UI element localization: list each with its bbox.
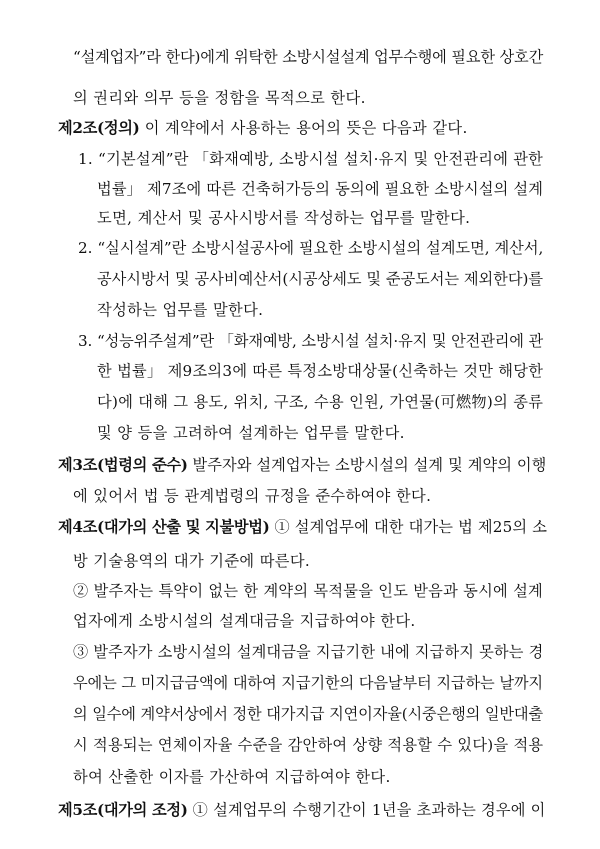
body-text-line bbox=[78, 331, 543, 351]
line-text: “설계업자”라 한다)에게 위탁한 소방시설설계 업무수행에 필요한 상호간 bbox=[73, 48, 544, 66]
line-text: 발주자와 설계업자는 소방시설의 설계 및 계약의 이행 bbox=[187, 456, 547, 474]
line-text: 도면, 계산서 및 공사시방서를 작성하는 업무를 말한다. bbox=[97, 209, 471, 227]
body-text-line bbox=[73, 486, 543, 506]
line-text: 한 법률」 제9조의3에 따른 특정소방대상물(신축하는 것만 해당한 bbox=[97, 362, 544, 380]
article-heading-line bbox=[58, 455, 547, 475]
article-title: 제5조(대가의 조정) bbox=[58, 801, 188, 819]
line-text: 및 양 등을 고려하여 설계하는 업무를 말한다. bbox=[97, 424, 405, 442]
line-text: ② 발주자는 특약이 없는 한 계약의 목적물을 인도 받음과 동시에 설계 bbox=[73, 582, 543, 600]
article-title: 제3조(법령의 준수) bbox=[58, 456, 188, 474]
body-text-line bbox=[97, 269, 543, 289]
line-text: 법률」 제7조에 따른 건축허가등의 동의에 필요한 소방시설의 설계 bbox=[97, 180, 544, 198]
line-text: ① 설계업무에 대한 대가는 법 제25의 소 bbox=[269, 518, 548, 536]
body-text-line bbox=[97, 208, 543, 228]
line-text: 3. “성능위주설계”란 「화재예방, 소방시설 설치·유지 및 안전관리에 관 bbox=[78, 332, 544, 350]
body-text-line bbox=[97, 423, 543, 443]
body-text-line bbox=[78, 238, 543, 258]
line-text: 작성하는 업무를 말한다. bbox=[97, 301, 264, 319]
line-text: ③ 발주자가 소방시설의 설계대금을 지급기한 내에 지급하지 못하는 경 bbox=[73, 643, 544, 661]
article-title: 제4조(대가의 산출 및 지불방법) bbox=[58, 518, 270, 536]
line-text: 의 일수에 계약서상에서 정한 대가지급 지연이자율(시중은행의 일반대출 bbox=[73, 705, 543, 723]
line-text: 이 계약에서 사용하는 용어의 뜻은 다음과 같다. bbox=[139, 119, 468, 137]
body-text-line bbox=[73, 767, 543, 787]
body-text-line bbox=[73, 88, 543, 108]
line-text: 우에는 그 미지급금액에 대하여 지급기한의 다음날부터 지급하는 날까지 bbox=[73, 674, 543, 692]
line-text: ① 설계업무의 수행기간이 1년을 초과하는 경우에 이 bbox=[187, 801, 546, 819]
line-text: 공사시방서 및 공사비예산서(시공상세도 및 준공도서는 제외한다)를 bbox=[97, 270, 543, 288]
line-text: 시 적용되는 연체이자율 수준을 감안하여 상향 적용할 수 있다)을 적용 bbox=[73, 736, 544, 754]
article-title: 제2조(정의) bbox=[58, 119, 140, 137]
body-text-line bbox=[73, 673, 543, 693]
body-text-line bbox=[97, 392, 543, 412]
body-text-line bbox=[73, 551, 543, 571]
line-text: 업자에게 소방시설의 설계대금을 지급하여야 한다. bbox=[73, 612, 416, 630]
body-text-line bbox=[97, 300, 543, 320]
body-text-line bbox=[73, 704, 543, 724]
body-text-line bbox=[78, 149, 543, 169]
article-heading-line bbox=[58, 517, 548, 537]
article-heading-line bbox=[58, 118, 543, 138]
line-text: 의 권리와 의무 등을 정함을 목적으로 한다. bbox=[73, 89, 366, 107]
body-text-line bbox=[73, 735, 543, 755]
line-text: 1. “기본설계”란 「화재예방, 소방시설 설치·유지 및 안전관리에 관한 bbox=[78, 150, 544, 168]
body-text-line bbox=[73, 47, 543, 67]
article-heading-line bbox=[58, 800, 546, 820]
body-text-line bbox=[97, 361, 543, 381]
line-text: 에 있어서 법 등 관계법령의 규정을 준수하여야 한다. bbox=[73, 487, 432, 505]
body-text-line bbox=[73, 581, 543, 601]
line-text: 다)에 대해 그 용도, 위치, 구조, 수용 인원, 가연물(可燃物)의 종류 bbox=[97, 393, 544, 411]
body-text-line bbox=[97, 179, 543, 199]
body-text-line bbox=[73, 642, 543, 662]
line-text: 2. “실시설계”란 소방시설공사에 필요한 소방시설의 설계도면, 계산서, bbox=[78, 239, 544, 257]
line-text: 방 기술용역의 대가 기준에 따른다. bbox=[73, 552, 311, 570]
line-text: 하여 산출한 이자를 가산하여 지급하여야 한다. bbox=[73, 768, 391, 786]
body-text-line bbox=[73, 611, 543, 631]
